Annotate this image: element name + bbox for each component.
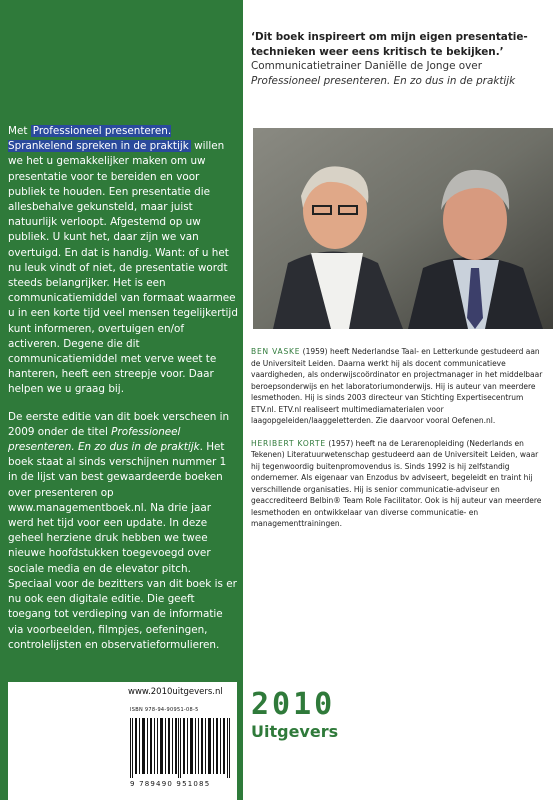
intro-text: willen we het u gemakkelijker maken om uw presentatie voor te bereiden en voor publiek te houden. Een presentatie die allesbehalve gekunsteld, maar juist natuurlijk verloopt. Afgestemd op uw publiek. U kunt het, daar zijn we van overtuigd. En dat is handig. Want: of u het nu leuk vindt of niet, de presentatie wordt steeds belangrijker. Het is een communicatiemiddel van formaat waarmee u in een korte tijd veel mensen tegelijkertijd kunt informeren, overtuigen en/of activeren. Degene die dit communicatiemiddel met verve weet te hanteren, heeft een streepje voor. Daar helpen we u graag bij. xyxy=(8,140,238,396)
left-green-panel xyxy=(0,0,243,800)
intro-prefix: Met xyxy=(8,125,28,137)
bio-heribert-korte xyxy=(251,438,548,530)
bio-text-1: (1959) heeft Nederlandse Taal- en Letterkunde gestudeerd aan de Universiteit Leiden. Daarna werkt hij als docent communicatieve vaardigheden, als onderwijscoördinator en projectmanager in het middelbaar beroepsonderwijs en het laboratoriumonderwijs. Hij is auteur van meerdere lesmethoden. Hij is sinds 2003 directeur van Stichting Expertisecentrum ETV.nl. ETV.nl realiseert multimediamaterialen voor laagopgeleiden/laaggeletterden. Zie daarvoor vooral Oefenen.nl. xyxy=(251,347,543,425)
barcode-number: 9 789490 951085 xyxy=(130,780,211,788)
edition-text-2: . Het boek staat al sinds verschijnen nummer 1 in de lijst van best gewaardeerde boeken over presenteren op www.managementboek.nl. Na drie jaar werd het tijd voor een update. In deze geheel herziene druk hebben we twee nieuwe hoofdstukken toegevoegd over sociale media en de elevator pitch. Speciaal voor de bezitters van dit boek is er nu ook een digitale editie. Die geeft toegang tot verdieping van de informatie via voorbeelden, filmpjes, oefeningen, controlelijsten en observatieformulieren. xyxy=(8,441,237,651)
bio-ben-vaske xyxy=(251,346,548,427)
logo-number: 2010 xyxy=(251,687,336,722)
edition-text-1: De eerste editie van dit boek verscheen in 2009 onder de titel xyxy=(8,410,230,438)
endorsement-quote xyxy=(251,30,546,88)
blurb xyxy=(8,124,238,665)
author-name-1: BEN VASKE xyxy=(251,347,301,356)
title-highlight: Professioneel presenteren. Sprankelend spreken in de praktijk xyxy=(8,125,189,153)
isbn: ISBN 978-94-90951-08-5 xyxy=(130,707,199,713)
barcode-icon xyxy=(130,718,230,778)
quote-book xyxy=(251,74,546,89)
logo-word: Uitgevers xyxy=(251,722,339,741)
edition-title: Professioneel presenteren. En zo dus in de praktijk xyxy=(8,425,200,454)
website: www.2010uitgevers.nl xyxy=(128,687,223,697)
authors-photo xyxy=(253,128,553,329)
intro-paragraph xyxy=(8,124,238,398)
author-name-2: HERIBERT KORTE xyxy=(251,438,326,448)
quote-book-title: Professioneel presenteren. En zo dus in de praktijk xyxy=(251,74,516,87)
right-panel xyxy=(243,0,553,800)
quote-attribution: Communicatietrainer Daniëlle de Jonge over xyxy=(251,60,482,72)
edition-paragraph xyxy=(8,410,238,653)
author-bios xyxy=(251,346,548,541)
bio-text-2: (1957) heeft na de Lerarenopleiding (Nederlands en Tekenen) Literatuurwetenschap gestudeerd aan de Universiteit Leiden, waar hij tegenwoordig buitenpromovendus is. Sinds 1992 is hij zelfstandig ondernemer. Als eigenaar van Enzodus bv adviseert, begeleidt en traint hij verschillende organisaties. Hij is senior communicatie-adviseur en geaccrediteerd Belbin® Team Role Facilitator. Ook is hij auteur van meerdere lesmethoden en ontwikkelaar van diverse communicatie- en managementtrainingen. xyxy=(251,438,542,528)
publisher-logo xyxy=(251,687,371,741)
quote-text: ‘Dit boek inspireert om mijn eigen presentatie-technieken weer eens kritisch te bekijken.’ xyxy=(251,31,528,58)
